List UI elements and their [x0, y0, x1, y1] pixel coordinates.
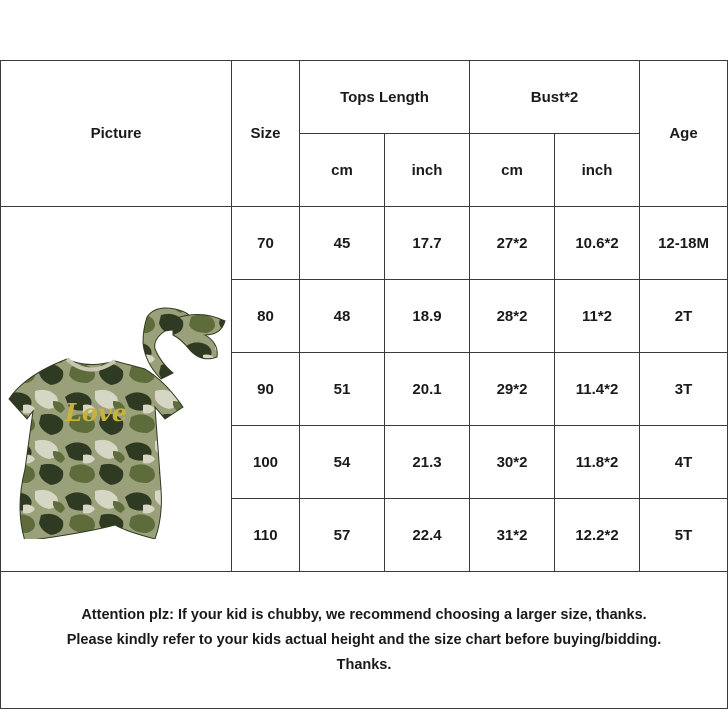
header-bust-inch: inch [555, 134, 640, 207]
svg-text:Love: Love [65, 398, 128, 427]
size-chart [0, 60, 727, 710]
age-cell: 12-18M [640, 207, 728, 280]
bust-inch-cell: 11*2 [555, 280, 640, 353]
age-cell: 4T [640, 426, 728, 499]
bust-cm-cell: 30*2 [470, 426, 555, 499]
bust-inch-cell: 11.8*2 [555, 426, 640, 499]
age-cell: 5T [640, 499, 728, 572]
header-bust: Bust*2 [470, 61, 640, 134]
bust-inch-cell: 10.6*2 [555, 207, 640, 280]
header-length-cm: cm [300, 134, 385, 207]
attention-note [1, 572, 728, 709]
length-inch-cell: 17.7 [385, 207, 470, 280]
size-cell: 100 [232, 426, 300, 499]
header-age: Age [640, 61, 728, 207]
length-inch-cell: 21.3 [385, 426, 470, 499]
header-bust-cm: cm [470, 134, 555, 207]
length-cm-cell: 45 [300, 207, 385, 280]
note-line-2: Please kindly refer to your kids actual height and the size chart before buying/bidding. [66, 631, 662, 648]
size-cell: 70 [232, 207, 300, 280]
note-line-3: Thanks. [336, 656, 392, 673]
size-cell: 80 [232, 280, 300, 353]
header-size: Size [232, 61, 300, 207]
size-table [0, 60, 728, 709]
length-cm-cell: 57 [300, 499, 385, 572]
bust-cm-cell: 27*2 [470, 207, 555, 280]
length-inch-cell: 18.9 [385, 280, 470, 353]
length-cm-cell: 48 [300, 280, 385, 353]
bust-inch-cell: 12.2*2 [555, 499, 640, 572]
age-cell: 2T [640, 280, 728, 353]
bust-cm-cell: 29*2 [470, 353, 555, 426]
header-tops-length: Tops Length [300, 61, 470, 134]
age-cell: 3T [640, 353, 728, 426]
length-cm-cell: 54 [300, 426, 385, 499]
product-picture [1, 207, 232, 572]
length-cm-cell: 51 [300, 353, 385, 426]
bust-inch-cell: 11.4*2 [555, 353, 640, 426]
length-inch-cell: 20.1 [385, 353, 470, 426]
table-row [1, 207, 728, 280]
note-line-1: Attention plz: If your kid is chubby, we recommend choosing a larger size, thanks. [81, 606, 647, 623]
bust-cm-cell: 28*2 [470, 280, 555, 353]
size-cell: 90 [232, 353, 300, 426]
size-cell: 110 [232, 499, 300, 572]
bust-cm-cell: 31*2 [470, 499, 555, 572]
length-inch-cell: 22.4 [385, 499, 470, 572]
header-picture: Picture [1, 61, 232, 207]
header-length-inch: inch [385, 134, 470, 207]
camo-dress-image [5, 239, 227, 539]
